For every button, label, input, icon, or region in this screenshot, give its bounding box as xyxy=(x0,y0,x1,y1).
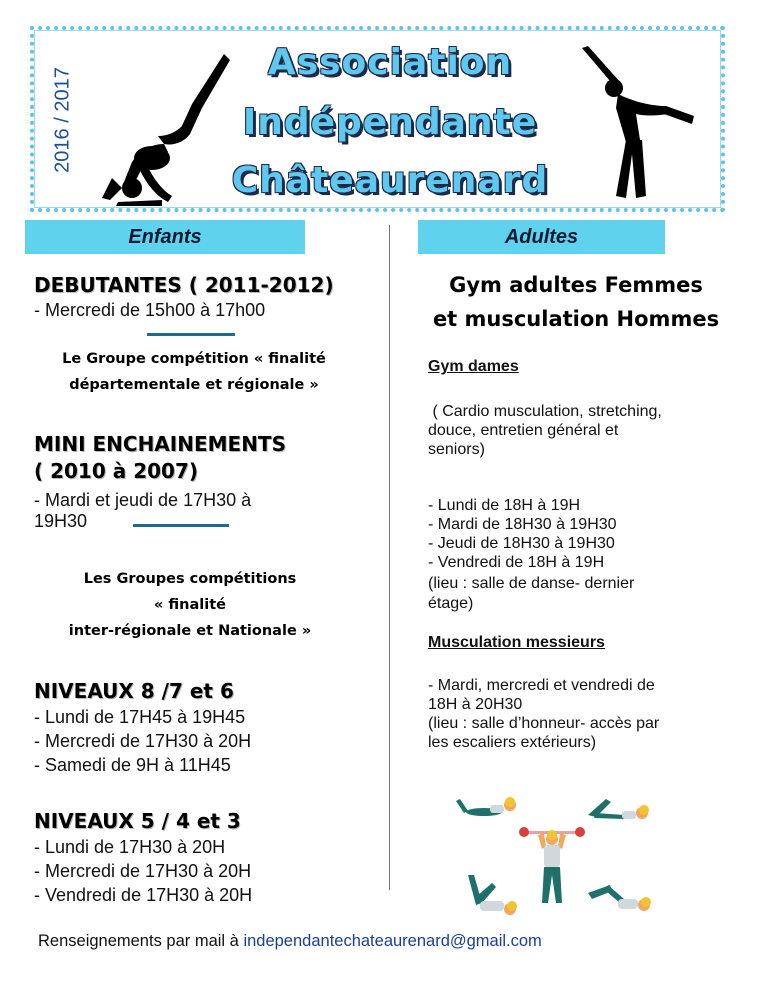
gym-dames-desc: seniors) xyxy=(428,441,485,458)
gym-dames-location: étage) xyxy=(428,595,474,612)
tab-enfants: Enfants xyxy=(25,220,305,254)
gym-dames-schedule: - Lundi de 18H à 19H xyxy=(428,497,581,514)
niveaux-543-line: - Lundi de 17H30 à 20H xyxy=(34,837,226,857)
adultes-title-line2: et musculation Hommes xyxy=(432,307,720,331)
mini-schedule-line2: 19H30 xyxy=(34,511,88,531)
musculation-location: (lieu : salle d’honneur- accès par xyxy=(428,715,660,732)
mini-enchainements-years: ( 2010 à 2007) xyxy=(34,459,198,483)
musculation-schedule: 18H à 20H30 xyxy=(428,696,523,713)
musculation-schedule: - Mardi, mercredi et vendredi de xyxy=(428,677,655,694)
gym-dames-schedule: - Jeudi de 18H30 à 19H30 xyxy=(428,535,615,552)
season-label: 2016 / 2017 xyxy=(51,67,74,173)
gym-dames-desc: ( Cardio musculation, stretching, xyxy=(428,403,662,420)
mini-enchainements-title: MINI ENCHAINEMENTS xyxy=(34,432,286,456)
gym-dames-schedule: - Vendredi de 18H à 19H xyxy=(428,554,605,571)
gym-dames-heading: Gym dames xyxy=(428,358,519,375)
niveaux-543-title: NIVEAUX 5 / 4 et 3 xyxy=(34,809,241,833)
column-divider xyxy=(389,225,390,890)
stretch-figure xyxy=(588,799,649,819)
niveaux-876-line: - Samedi de 9H à 11H45 xyxy=(34,755,231,775)
niveaux-543-line: - Vendredi de 17H30 à 20H xyxy=(34,885,253,905)
niveaux-876-line: - Mercredi de 17H30 à 20H xyxy=(34,731,252,751)
niveaux-876-line: - Lundi de 17H45 à 19H45 xyxy=(34,707,246,727)
niveaux-543-line: - Mercredi de 17H30 à 20H xyxy=(34,861,252,881)
musculation-heading: Musculation messieurs xyxy=(428,634,605,651)
adultes-title-line1: Gym adultes Femmes xyxy=(449,273,703,297)
contact-label: Renseignements par mail à xyxy=(38,932,244,950)
debutantes-title: DEBUTANTES ( 2011-2012) xyxy=(34,273,334,297)
stretching-silhouette xyxy=(576,44,701,204)
separator-line xyxy=(147,333,235,336)
groupe-competition-line1: Le Groupe compétition « finalité xyxy=(62,351,326,367)
fitness-illustration xyxy=(448,775,668,925)
title-line-1: Association xyxy=(267,42,513,83)
contact-footer xyxy=(38,932,542,951)
niveaux-876-title: NIVEAUX 8 /7 et 6 xyxy=(34,679,234,703)
gym-dames-desc: douce, entretien général et xyxy=(428,422,619,439)
legs-up-figure xyxy=(468,875,517,915)
title-line-2: Indépendante xyxy=(242,102,538,143)
separator-line xyxy=(133,524,229,527)
gym-dames-location: (lieu : salle de danse- dernier xyxy=(428,575,635,592)
groupe-competition-line2: départementale et régionale » xyxy=(69,377,319,393)
crunch-figure xyxy=(456,797,516,816)
debutantes-schedule: - Mercredi de 15h00 à 17h00 xyxy=(34,300,266,320)
barbell-figure xyxy=(519,827,585,903)
title-line-3: Châteaurenard xyxy=(231,160,549,201)
mini-schedule-line1: - Mardi et jeudi de 17H30 à xyxy=(34,490,252,510)
gym-dames-schedule: - Mardi de 18H30 à 19H30 xyxy=(428,516,617,533)
groupes-competitions-line2: « finalité xyxy=(154,597,226,613)
musculation-location: les escaliers extérieurs) xyxy=(428,734,597,751)
tab-adultes: Adultes xyxy=(418,220,665,254)
groupes-competitions-line3: inter-régionale et Nationale » xyxy=(68,623,312,639)
contact-email-link[interactable]: independantechateaurenard@gmail.com xyxy=(243,932,542,950)
side-stretch-figure xyxy=(588,885,651,911)
groupes-competitions-line1: Les Groupes compétitions xyxy=(83,571,297,587)
